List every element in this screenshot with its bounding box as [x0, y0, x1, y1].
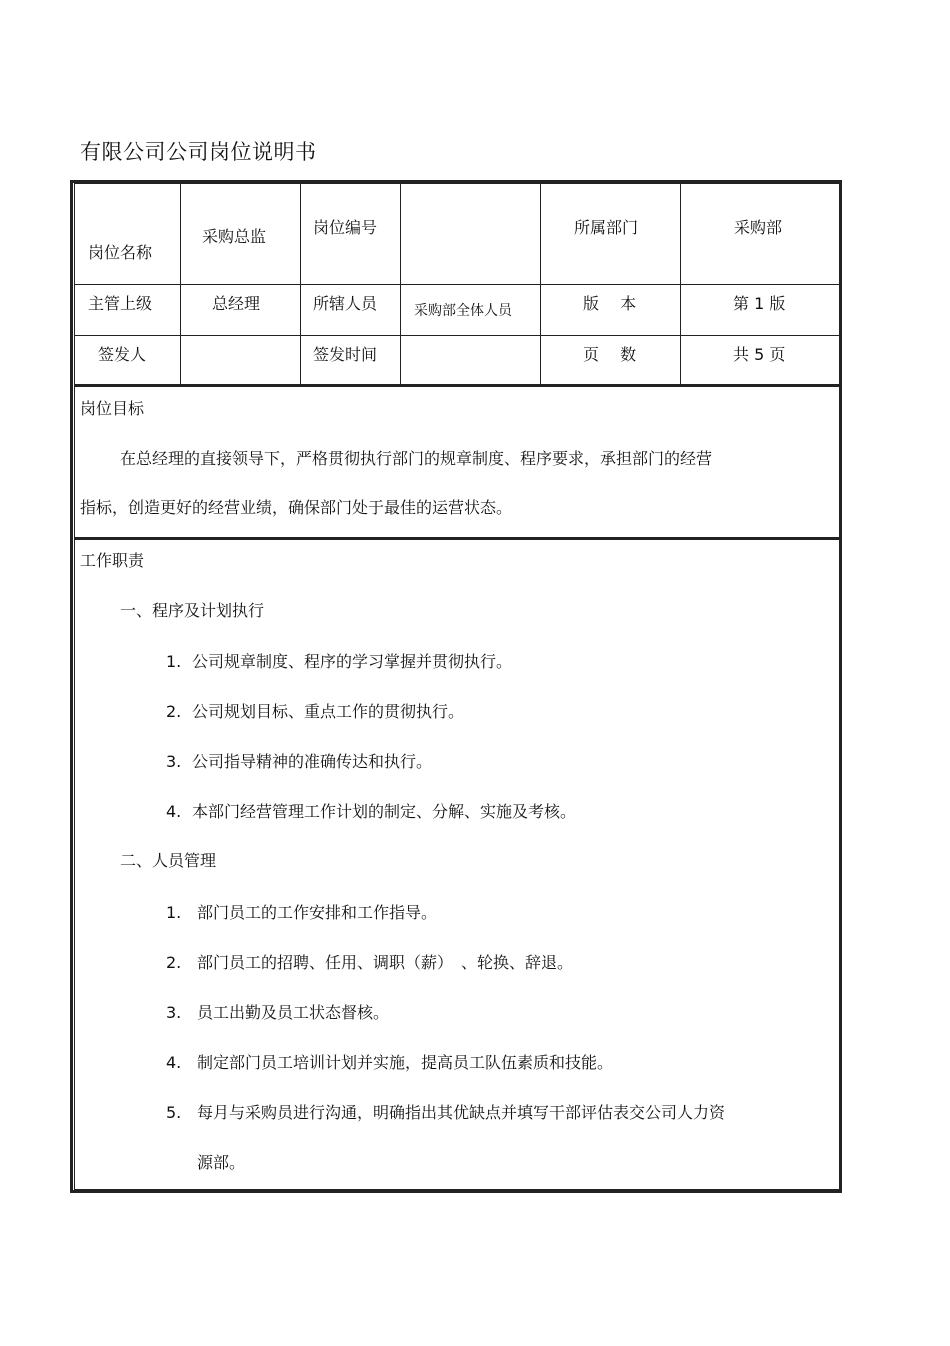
- value-version: 第 1 版: [733, 294, 786, 313]
- label-position-name: 岗位名称: [88, 243, 153, 262]
- item-text: 制定部门员工培训计划并实施，提高员工队伍素质和技能。: [197, 1053, 614, 1072]
- label-issue-time: 签发时间: [313, 345, 378, 364]
- section-divider: [74, 537, 839, 540]
- item-text: 公司规划目标、重点工作的贯彻执行。: [192, 702, 465, 721]
- duty-group-title: 一、程序及计划执行: [120, 601, 265, 620]
- list-item: [166, 649, 512, 672]
- label-department: 所属部门: [574, 218, 639, 237]
- item-text: 部门员工的招聘、任用、调职（薪） 、轮换、辞退。: [197, 953, 574, 972]
- item-text: 本部门经营管理工作计划的制定、分解、实施及考核。: [192, 802, 577, 821]
- item-number: 1.: [166, 652, 182, 671]
- value-pages: 共 5 页: [733, 345, 786, 364]
- goal-text-line: 在总经理的直接领导下，严格贯彻执行部门的规章制度、程序要求，承担部门的经营: [120, 449, 713, 468]
- item-number: 4.: [166, 802, 182, 821]
- item-text: 公司规章制度、程序的学习掌握并贯彻执行。: [192, 652, 513, 671]
- label-version: 版 本: [583, 294, 637, 313]
- item-text: 员工出勤及员工状态督核。: [197, 1003, 390, 1022]
- item-number: 4.: [166, 1053, 182, 1072]
- row-divider: [74, 384, 839, 387]
- goal-heading: 岗位目标: [80, 399, 145, 418]
- list-item: [166, 950, 573, 973]
- col-divider: [680, 183, 681, 386]
- item-number: 2.: [166, 702, 182, 721]
- item-number: 5.: [166, 1103, 182, 1122]
- list-item: [166, 1050, 613, 1073]
- label-position-code: 岗位编号: [313, 218, 378, 237]
- duty-heading: 工作职责: [80, 551, 145, 570]
- list-item: [166, 900, 437, 923]
- list-item: [166, 699, 464, 722]
- item-text: 每月与采购员进行沟通，明确指出其优缺点并填写干部评估表交公司人力资: [197, 1103, 726, 1122]
- label-subordinates: 所辖人员: [313, 294, 378, 313]
- item-number: 2.: [166, 953, 182, 972]
- list-item: [166, 799, 576, 822]
- page-title: 有限公司公司岗位说明书: [80, 140, 317, 164]
- item-number: 3.: [166, 752, 182, 771]
- col-divider: [300, 183, 301, 386]
- col-divider: [400, 183, 401, 386]
- duty-group-title: 二、人员管理: [120, 851, 217, 870]
- label-supervisor: 主管上级: [88, 294, 153, 313]
- item-number: 1.: [166, 903, 182, 922]
- item-text: 部门员工的工作安排和工作指导。: [197, 903, 438, 922]
- col-divider: [540, 183, 541, 386]
- goal-text-line: 指标，创造更好的经营业绩，确保部门处于最佳的运营状态。: [80, 498, 513, 517]
- value-supervisor: 总经理: [212, 294, 261, 313]
- row-divider: [74, 284, 839, 285]
- list-item-continuation: 源部。: [197, 1153, 246, 1172]
- value-department: 采购部: [734, 218, 783, 237]
- value-subordinates: 采购部全体人员: [414, 303, 512, 319]
- item-text: 公司指导精神的准确传达和执行。: [192, 752, 433, 771]
- row-divider: [74, 335, 839, 336]
- value-position-name: 采购总监: [202, 227, 267, 246]
- list-item: [166, 749, 432, 772]
- item-number: 3.: [166, 1003, 182, 1022]
- label-pages: 页 数: [583, 345, 637, 364]
- label-issuer: 签发人: [98, 345, 147, 364]
- col-divider: [180, 183, 181, 386]
- list-item: [166, 1100, 725, 1123]
- list-item: [166, 1000, 389, 1023]
